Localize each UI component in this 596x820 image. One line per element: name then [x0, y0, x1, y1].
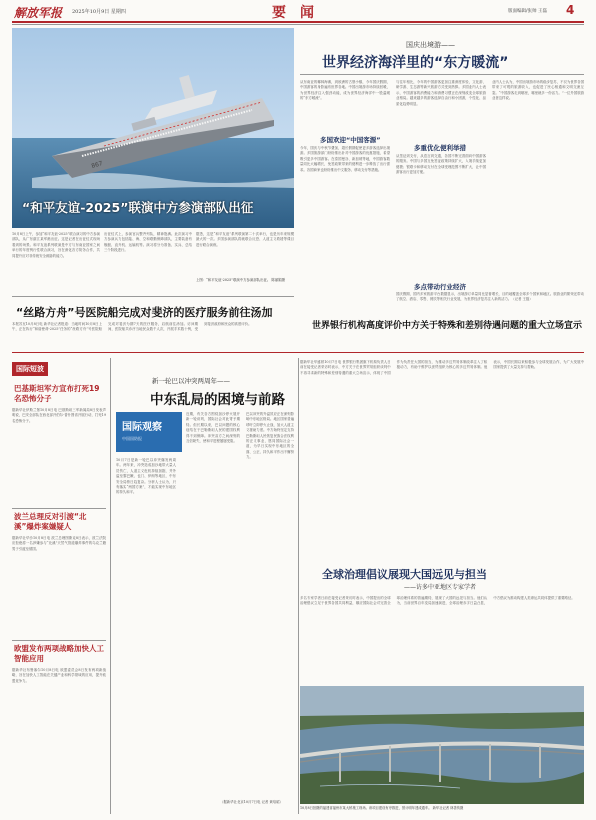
right-story-headline: 世界经济海洋里的“东方暖流”: [322, 55, 509, 71]
observe-kicker: 新一轮巴以冲突两周年——: [152, 377, 230, 385]
page-editors: 版面编辑/张帅 王磊: [508, 9, 547, 14]
top-story-col2: 出征仪式上，参演官兵整齐列队，精神饱满。此次演习中方参演兵力包括陆、海、空和联勤保障部队，主要装备有舰艇、直升机、运输机等。演习将分为准备、实兵、总结三个阶段进行。: [104, 232, 192, 253]
section-title: 要 闻: [272, 5, 314, 21]
brief-t3: 据新华社布鲁塞尔10月8日电 欧盟委员会8日发布两项新战略，旨在加快人工智能在关键产业和科学领域的应用，提升欧盟竞争力。: [12, 668, 106, 683]
right-col2b-text: 从签证到支付，从语言到交通，各国不断完善面向中国游客的服务。中国与多国互免签证政策持续扩大，入境手续更加便捷；银联卡和移动支付在全球受理范围不断扩大，让中国游客出行更加方便。: [396, 154, 486, 175]
bridge-caption: 10月8日拍摄的福建省福州市某大桥施工现场。该项目建设有序推进，预计明年建成通车。 新华社记者 林善传摄: [300, 806, 464, 810]
masthead-rule-thin: [12, 24, 584, 25]
second-story-headline: “丝路方舟”号医院船完成对斐济的医疗服务前往汤加: [16, 306, 273, 319]
bridge-illustration: [300, 686, 584, 804]
right-col3-text: 业内人士认为，中国出境游市场的稳步复苏，不仅为世界各国带来了可观的旅游收入，也促进了民心相通和文明交流互鉴。“中国游客走到哪里，哪里就多一份活力。”一位外国旅游业者这样说。: [492, 80, 584, 101]
observe-badge-title: 国际观察: [122, 422, 162, 433]
observe-badge: [116, 412, 182, 452]
brief-h1: 巴基斯坦军方宣布打死19名恐怖分子: [14, 384, 100, 403]
right-col3b-text: 国庆假期，国内多家旅游平台数据显示，出境游订单量同比显著增长，目的地覆盖全球多个国家和地区。旅游业的繁荣还带动了航空、酒店、零售、餐饮等相关行业发展，为世界经济复苏注入新的活力。（记者 王磊）: [396, 292, 584, 302]
observe-badge-sub: 中国国防报: [122, 436, 142, 441]
observe-col2: 近期，有关各方围绕加沙停火展开新一轮谈判，国际社会对此寄予期待。但长期以来，巴以问题的核心症结在于巴勒斯坦人民的建国权利得不到保障。冲突双方之间深刻的互信缺失，使和平进程屡屡受阻。: [186, 412, 240, 444]
masthead-rule: [12, 21, 584, 23]
right-sub3: 多点带动行业经济: [414, 283, 466, 291]
svg-text:867: 867: [90, 160, 104, 170]
world-brief-tag: 国际短波: [12, 362, 48, 376]
brief-rule1: [12, 508, 106, 509]
second-story-top-rule: [12, 296, 294, 297]
observe-byline: （据新华社北京10月7日电 记者 黄培昭）: [220, 800, 283, 804]
photo-caption: 上图：“和平友谊-2025”联演中方参演部队出征。 陈丽娟摄: [196, 278, 285, 282]
top-story-col1: 10月8日上午，参加“和平友谊-2025”联合演习的中方参演部队，从广东湛江某军港出征。这是记者在出征仪式现场看到的场景。和平友谊系列联演是中方与东南亚国家之间举行的年度例行性联合演习，旨在深化各方防务合作，共同提升应对非传统安全威胁的能力。: [12, 232, 100, 258]
issue-date: 2025年10月9日 星期四: [72, 9, 126, 15]
governance-text: 多名专家学者日前在接受记者采访时表示，中国提出的全球治理倡议立足于世界各国共同利益，顺应国际社会对完善全球治理体系的普遍期待，展现了大国的远见与担当。他们认为，当前世界百年变局加速演进，全球治理赤字日益凸显，中方倡议为推动构建人类命运共同体提供了重要路径。: [300, 596, 575, 606]
photo-headline: “和平友谊-2025”联演中方参演部队出征: [22, 200, 254, 215]
brief-rule2: [12, 640, 106, 641]
right-sub1: 多国欢迎“中国客源”: [320, 136, 381, 144]
observe-col3: 巴以冲突的外溢效应正在深刻影响中东地区格局。地区国家普遍呼吁立即停火止战，加大人道主义援助力度。中方始终坚定支持巴勒斯坦人民恢复民族合法权利的正义事业，愿同国际社会一道，为早日实现中东地区的全面、公正、持久和平作出不懈努力。: [246, 412, 294, 460]
observe-column-divider: [298, 358, 299, 814]
bridge-photo: [300, 686, 584, 804]
top-story-col3: 据悉，这是“和平友谊”系列联演第二十次举行，也是历年来规模最大的一次。多国参演部队将就联合反恐、人道主义救援等课目进行联合演练。: [196, 232, 294, 247]
brief-h2: 波兰总理反对引渡“北溪”爆炸案嫌疑人: [14, 512, 87, 531]
governance-subline: ——访多中亚地区专家学者: [404, 584, 477, 591]
brief-t2: 据新华社华沙10月8日电 波兰总理图斯克8日表示，波兰法院应拒绝将一名涉嫌参与“北溪”天然气管道爆炸事件的乌克兰籍男子引渡至德国。: [12, 536, 106, 551]
second-story-text: 本报苏瓦10月8日电 新华社记者报道：当地时间10月8日上午，正在执行“和谐使命-2025”任务的“丝路方舟”号医院船完成对斐济为期7天的医疗服务，启航前往汤加。访问期间，医院船共诊疗当地民众数千人次，开展手术数十例，受到斐济政府和民众的高度评价。: [12, 322, 252, 332]
right-sub2: 多重优化便利举措: [414, 144, 466, 152]
wb-text: 据新华社华盛顿10月7日电 世界银行集团旗下机构负责人日前在接受记者采访时表示，中方关于在世界贸易组织谈判中不再寻求新的特殊和差别待遇的重大立场宣示，体现了中国作为负责任大国的担当，为推动多边贸易体制改革注入了积极动力，有助于维护以世贸组织为核心的多边贸易体制。他表示，中国长期以来积极参与全球发展合作，为广大发展中国家提供了大量支持与帮助。: [300, 360, 584, 375]
brief-t1: 据新华社伊斯兰堡10月8日电 巴基斯坦三军新闻局8日发表声明说，巴安全部队在西北部开伯尔-普什图省开展行动，打死19名恐怖分子。: [12, 408, 106, 423]
page-number: 4: [566, 3, 575, 17]
ship-photo: [12, 28, 294, 228]
observe-headline: 中东乱局的困境与前路: [150, 392, 285, 408]
wb-headline: 世界银行机构高度评价中方关于特殊和差别待遇问题的重大立场宣示: [312, 321, 583, 331]
right-story-kicker: 国庆出境游——: [406, 41, 455, 49]
masthead-logo: 解放军报: [14, 6, 63, 20]
brief-column-divider: [110, 358, 111, 814]
right-story-rule: [300, 74, 584, 75]
mid-rule: [12, 352, 584, 353]
observe-col1: 10月7日是新一轮巴以冲突爆发两周年。两年来，冲突造成加沙地带大量人员伤亡，人道主义危机持续加剧，并外溢至黎巴嫩、也门、伊朗等地区，中东安全局势日趋复杂。分析人士认为，只有落实“两国方案”，才能实现中东地区的持久和平。: [116, 458, 176, 495]
right-col2-text: 与往年相比，今年的中国游客更加注重深度体验，文化游、研学游、生态游等新兴旅游方式受到热捧。多国业内人士表示，中国游客的消费能力和消费习惯正在深刻改变全球旅游业格局。越来越多的游客选择自由行和小团游，个性化、品质化趋势明显。: [396, 80, 486, 106]
right-col1b-text: 今年，国庆与中秋节叠加，超长假期促使更多游客选择出境游。多国旅游部门纷纷推出针对中国游客的优惠措施，希望吸引更多中国游客。在泰国曼谷、新加坡等地，中国游客数量同比大幅增长，免签政策带来的便利进一步释放了出行需求。各国商家也纷纷推出中文服务、移动支付等措施。: [300, 146, 390, 172]
governance-headline: 全球治理倡议展现大国远见与担当: [322, 568, 487, 581]
right-col1-text: 从东南亚的椰林海滩，到欧洲的古堡小镇，今年国庆假期，中国游客的身影遍布世界各地。中国出境游市场持续回暖，为世界经济注入强劲动能，成为世界经济海洋中一股温暖的“东方暖流”。: [300, 80, 390, 101]
brief-h3: 欧盟发布两项战略加快人工智能应用: [14, 644, 104, 663]
